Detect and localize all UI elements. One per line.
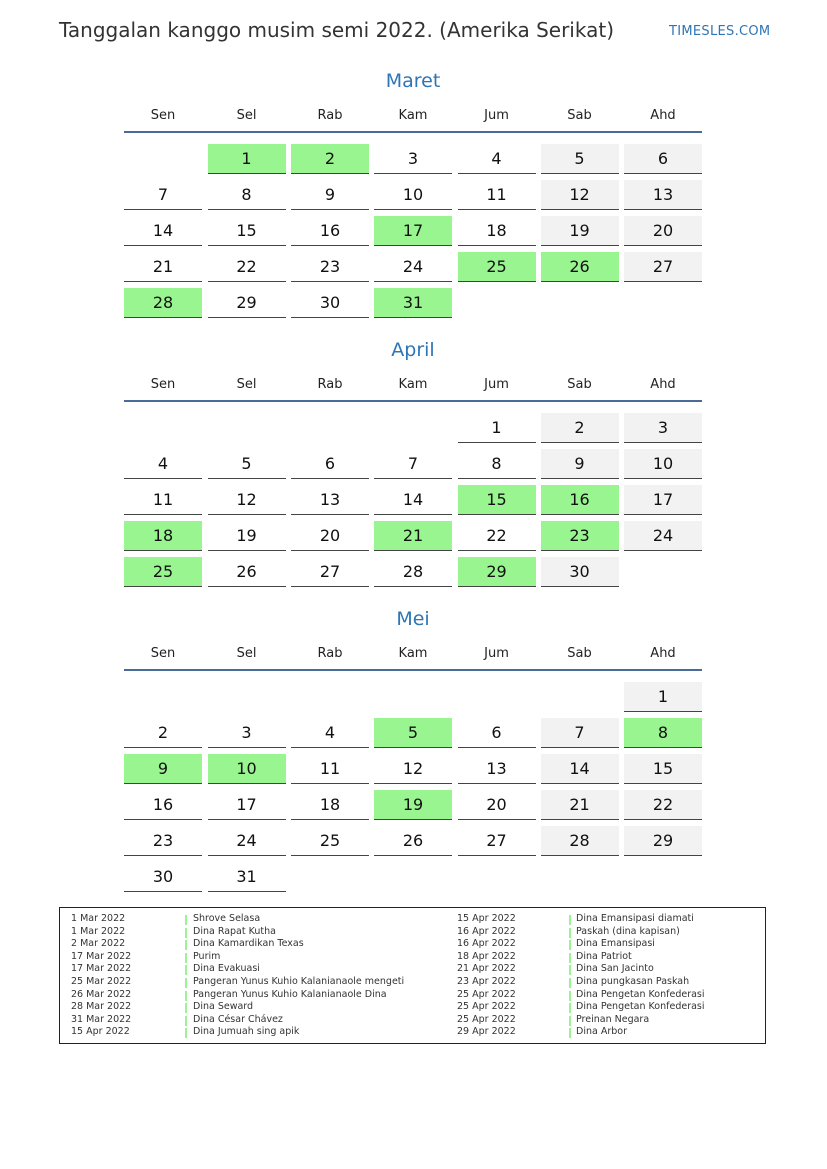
legend-holiday-name: Dina Pengetan Konfederasi (576, 1001, 705, 1013)
legend-holiday-name: Dina Rapat Kutha (193, 925, 276, 937)
legend-color-marker (569, 915, 571, 925)
legend-date: 1 Mar 2022 (71, 925, 126, 937)
day-cell: 18 (458, 216, 536, 246)
legend-date: 23 Apr 2022 (457, 976, 516, 987)
weekday-label: Ahd (650, 377, 676, 392)
holiday-day-cell: 9 (124, 754, 202, 784)
day-cell: 14 (541, 754, 619, 784)
weekday-label: Kam (398, 646, 428, 661)
weekday-label: Rab (317, 646, 343, 661)
day-cell: 10 (374, 180, 452, 210)
day-cell: 19 (541, 216, 619, 246)
month-mei (124, 608, 702, 886)
legend-color-marker (185, 965, 187, 975)
weekday-label: Ahd (650, 108, 676, 123)
day-cell: 27 (291, 557, 369, 587)
day-cell: 21 (541, 790, 619, 820)
legend-date: 2 Mar 2022 (71, 938, 126, 950)
month-title: April (391, 339, 435, 361)
legend-date: 16 Apr 2022 (457, 925, 516, 937)
weekday-label: Sab (567, 646, 592, 661)
legend-date: 18 Apr 2022 (457, 950, 516, 962)
day-cell: 30 (124, 862, 202, 892)
day-cell: 7 (374, 449, 452, 479)
legend-date: 1 Mar 2022 (71, 913, 126, 924)
legend-holiday-name: Dina Evakuasi (193, 963, 260, 975)
legend-date: 16 Apr 2022 (457, 938, 516, 950)
holiday-day-cell: 26 (541, 252, 619, 282)
day-cell: 19 (208, 521, 286, 551)
legend-color-marker (569, 978, 571, 988)
legend-holiday-name: Preinan Negara (576, 1013, 650, 1025)
day-cell: 17 (208, 790, 286, 820)
legend-holiday-name: Dina Jumuah sing apik (193, 1026, 300, 1038)
legend-color-marker (569, 1003, 571, 1013)
legend-color-marker (185, 915, 187, 925)
holiday-day-cell: 2 (291, 144, 369, 174)
month-april (124, 339, 702, 599)
holiday-day-cell: 8 (624, 718, 702, 748)
legend-date: 17 Mar 2022 (71, 950, 132, 962)
day-cell: 14 (374, 485, 452, 515)
legend-date: 25 Apr 2022 (457, 1013, 516, 1025)
day-cell: 5 (541, 144, 619, 174)
page-title: Tanggalan kanggo musim semi 2022. (Amerika Serikat) (59, 18, 614, 42)
day-cell: 23 (291, 252, 369, 282)
holiday-day-cell: 17 (374, 216, 452, 246)
day-cell: 17 (624, 485, 702, 515)
legend-color-marker (185, 1028, 187, 1038)
legend-color-marker (569, 1028, 571, 1038)
day-cell: 18 (291, 790, 369, 820)
day-cell: 7 (541, 718, 619, 748)
weekday-label: Sen (150, 108, 176, 123)
day-cell: 25 (291, 826, 369, 856)
weekday-label: Sab (567, 108, 592, 123)
legend-color-marker (185, 991, 187, 1001)
weekday-label: Rab (317, 377, 343, 392)
holiday-day-cell: 18 (124, 521, 202, 551)
day-cell: 24 (208, 826, 286, 856)
legend-holiday-name: Dina Patriot (576, 950, 632, 962)
day-cell: 9 (541, 449, 619, 479)
brand-link[interactable]: TIMESLES.COM (669, 24, 771, 39)
legend-holiday-name: Dina Arbor (576, 1026, 627, 1038)
weekday-header (124, 377, 702, 397)
holiday-day-cell: 1 (208, 144, 286, 174)
day-cell: 30 (541, 557, 619, 587)
legend-holiday-name: Dina pungkasan Paskah (576, 976, 690, 987)
day-cell: 15 (624, 754, 702, 784)
day-cell: 13 (458, 754, 536, 784)
day-cell: 11 (124, 485, 202, 515)
holiday-day-cell: 23 (541, 521, 619, 551)
day-cell: 11 (291, 754, 369, 784)
legend-date: 26 Mar 2022 (71, 988, 132, 1000)
legend-holiday-name: Dina Pengetan Konfederasi (576, 988, 705, 1000)
day-cell: 2 (124, 718, 202, 748)
legend-color-marker (185, 928, 187, 938)
weekday-header (124, 108, 702, 128)
day-cell: 5 (208, 449, 286, 479)
weekday-label: Jum (484, 108, 509, 123)
day-cell: 6 (458, 718, 536, 748)
month-divider (124, 669, 702, 671)
day-cell: 26 (208, 557, 286, 587)
legend-date: 29 Apr 2022 (457, 1026, 516, 1038)
weekday-label: Jum (484, 646, 509, 661)
weekday-label: Kam (398, 108, 428, 123)
day-cell: 12 (374, 754, 452, 784)
legend-color-marker (569, 965, 571, 975)
day-cell: 1 (458, 413, 536, 443)
holiday-day-cell: 29 (458, 557, 536, 587)
day-cell: 20 (624, 216, 702, 246)
holiday-day-cell: 19 (374, 790, 452, 820)
day-cell: 31 (208, 862, 286, 892)
day-cell: 2 (541, 413, 619, 443)
day-cell: 23 (124, 826, 202, 856)
legend-holiday-name: Dina San Jacinto (576, 963, 654, 975)
legend-color-marker (569, 991, 571, 1001)
day-cell: 6 (291, 449, 369, 479)
day-cell: 3 (208, 718, 286, 748)
holiday-day-cell: 31 (374, 288, 452, 318)
legend-color-marker (569, 928, 571, 938)
legend-date: 15 Apr 2022 (71, 1026, 130, 1038)
month-title: Maret (385, 70, 441, 92)
day-cell: 22 (624, 790, 702, 820)
holiday-day-cell: 15 (458, 485, 536, 515)
day-cell: 27 (624, 252, 702, 282)
day-cell: 8 (208, 180, 286, 210)
weekday-label: Rab (317, 108, 343, 123)
weekday-label: Sen (150, 377, 176, 392)
legend-date: 21 Apr 2022 (457, 963, 516, 975)
day-cell: 4 (124, 449, 202, 479)
day-cell: 20 (458, 790, 536, 820)
day-cell: 12 (208, 485, 286, 515)
day-cell: 22 (458, 521, 536, 551)
day-cell: 10 (624, 449, 702, 479)
holiday-day-cell: 16 (541, 485, 619, 515)
legend-holiday-name: Pangeran Yunus Kuhio Kalanianaole Dina (193, 988, 387, 1000)
legend-date: 17 Mar 2022 (71, 963, 132, 975)
day-cell: 28 (374, 557, 452, 587)
legend-color-marker (185, 1003, 187, 1013)
day-cell: 4 (458, 144, 536, 174)
legend-holiday-name: Dina Emansipasi diamati (576, 913, 694, 924)
legend-color-marker (569, 953, 571, 963)
weekday-label: Sel (236, 646, 257, 661)
weekday-label: Sen (150, 646, 176, 661)
weekday-header (124, 646, 702, 666)
weekday-label: Sab (567, 377, 592, 392)
day-cell: 7 (124, 180, 202, 210)
day-cell: 26 (374, 826, 452, 856)
legend-color-marker (569, 1016, 571, 1026)
day-cell: 12 (541, 180, 619, 210)
month-divider (124, 400, 702, 402)
day-cell: 14 (124, 216, 202, 246)
legend-color-marker (185, 978, 187, 988)
legend-holiday-name: Dina Kamardikan Texas (193, 938, 304, 950)
day-cell: 3 (374, 144, 452, 174)
day-cell: 28 (541, 826, 619, 856)
day-cell: 6 (624, 144, 702, 174)
day-cell: 16 (291, 216, 369, 246)
day-cell: 22 (208, 252, 286, 282)
legend-date: 25 Apr 2022 (457, 988, 516, 1000)
holiday-day-cell: 25 (124, 557, 202, 587)
day-cell: 29 (208, 288, 286, 318)
legend-holiday-name: Purim (193, 950, 221, 962)
legend-date: 15 Apr 2022 (457, 913, 516, 924)
day-cell: 4 (291, 718, 369, 748)
legend-color-marker (569, 940, 571, 950)
month-divider (124, 131, 702, 133)
day-cell: 21 (124, 252, 202, 282)
weekday-label: Ahd (650, 646, 676, 661)
month-title: Mei (396, 608, 430, 630)
legend-holiday-name: Dina Emansipasi (576, 938, 655, 950)
holiday-day-cell: 10 (208, 754, 286, 784)
legend-date: 25 Apr 2022 (457, 1001, 516, 1013)
weekday-label: Sel (236, 377, 257, 392)
legend-holiday-name: Paskah (dina kapisan) (576, 925, 680, 937)
day-cell: 16 (124, 790, 202, 820)
holiday-legend (59, 907, 766, 1044)
month-maret (124, 70, 702, 330)
legend-holiday-name: Dina César Chávez (193, 1013, 283, 1025)
day-cell: 13 (291, 485, 369, 515)
legend-holiday-name: Pangeran Yunus Kuhio Kalanianaole mengeti (193, 976, 405, 987)
legend-date: 31 Mar 2022 (71, 1013, 132, 1025)
day-cell: 3 (624, 413, 702, 443)
day-cell: 27 (458, 826, 536, 856)
legend-color-marker (185, 940, 187, 950)
legend-holiday-name: Shrove Selasa (193, 913, 261, 924)
legend-date: 25 Mar 2022 (71, 976, 132, 987)
holiday-day-cell: 28 (124, 288, 202, 318)
day-cell: 15 (208, 216, 286, 246)
legend-holiday-name: Dina Seward (193, 1001, 254, 1013)
day-cell: 24 (624, 521, 702, 551)
weekday-label: Jum (484, 377, 509, 392)
holiday-day-cell: 5 (374, 718, 452, 748)
legend-color-marker (185, 1016, 187, 1026)
day-cell: 20 (291, 521, 369, 551)
day-cell: 1 (624, 682, 702, 712)
legend-color-marker (185, 953, 187, 963)
weekday-label: Kam (398, 377, 428, 392)
day-cell: 9 (291, 180, 369, 210)
day-cell: 24 (374, 252, 452, 282)
day-cell: 29 (624, 826, 702, 856)
weekday-label: Sel (236, 108, 257, 123)
day-cell: 8 (458, 449, 536, 479)
holiday-day-cell: 25 (458, 252, 536, 282)
legend-date: 28 Mar 2022 (71, 1001, 132, 1013)
day-cell: 13 (624, 180, 702, 210)
day-cell: 11 (458, 180, 536, 210)
day-cell: 30 (291, 288, 369, 318)
holiday-day-cell: 21 (374, 521, 452, 551)
